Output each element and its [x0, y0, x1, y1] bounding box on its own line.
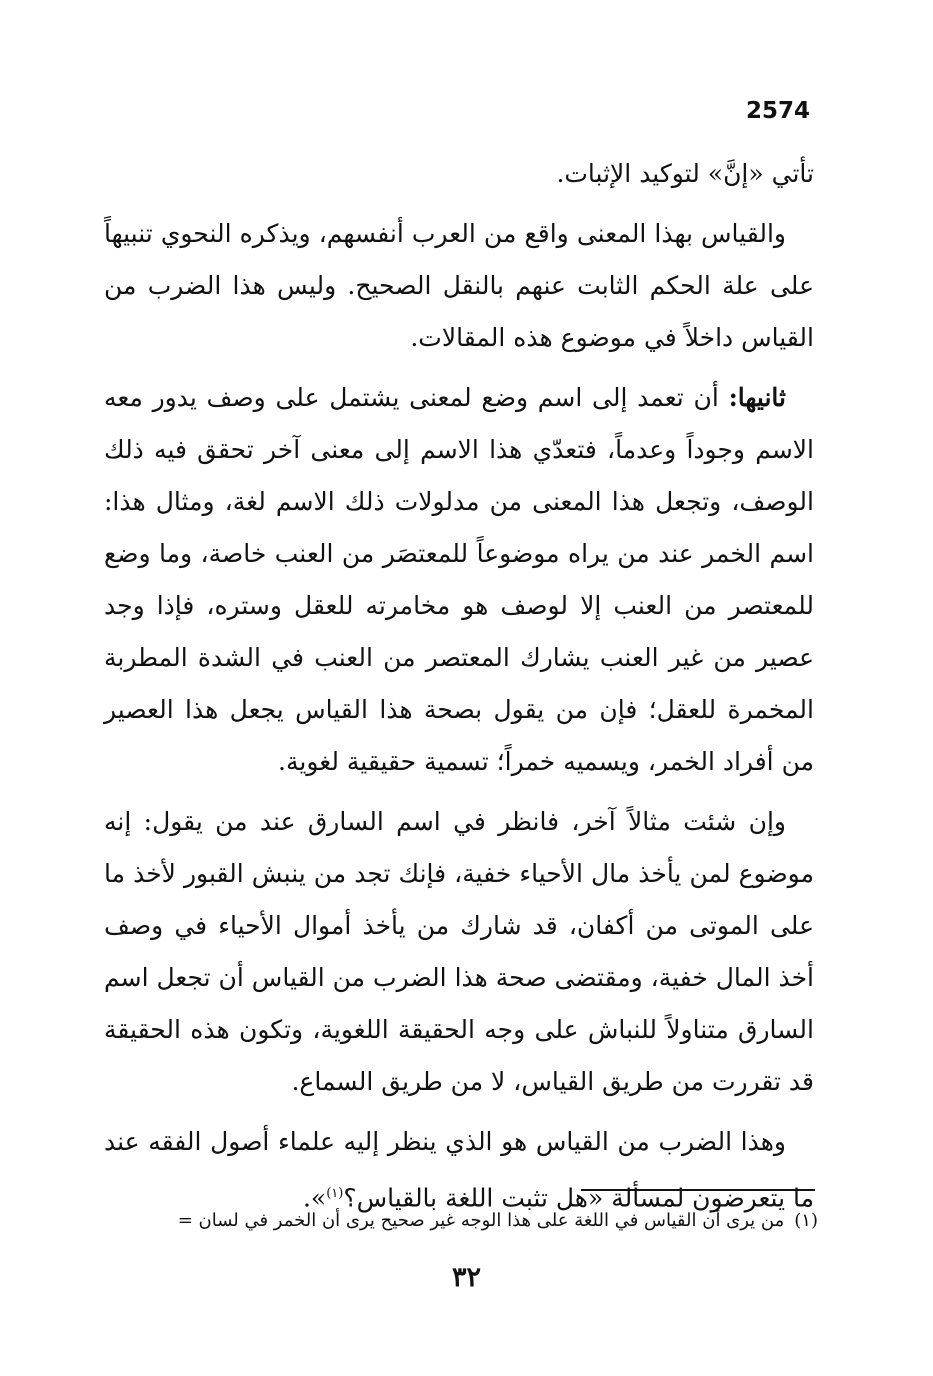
footnote-text: من يرى أن القياس في اللغة على هذا الوجه غير صحيح يرى أن الخمر في لسان =: [177, 1210, 785, 1231]
paragraph-1: تأتي «إنَّ» لتوكيد الإثبات.: [556, 159, 814, 188]
page-number: ٣٢: [451, 1262, 481, 1293]
paragraph-3: [104, 372, 814, 788]
footnote-mark: (١): [794, 1210, 818, 1231]
footnote-reference: (١): [326, 1186, 344, 1201]
lead-word: ثانيها:: [728, 383, 787, 412]
paragraph-3-text: أن تعمد إلى اسم وضع لمعنى يشتمل على وصف يدور معه الاسم وجوداً وعدماً، فتعدّي هذا الاسم إلى معنى آخر تحقق فيه ذلك الوصف، وتجعل هذا المعنى من مدلولات ذلك الاسم لغة، ومثال هذا: اسم الخمر عند من يراه موضوعاً للمعتصَر من العنب خاصة، وما وضع للمعتصر من العنب إلا لوصف هو مخامرته للعقل وستره، فإذا وجد عصير من غير العنب يشارك المعتصر من العنب في الشدة المطربة المخمرة للعقل؛ فإن من يقول بصحة هذا القياس يجعل هذا العصير من أفراد الخمر، ويسميه خمراً؛ تسمية حقيقية لغوية.: [104, 383, 814, 776]
footnote: [104, 1206, 818, 1236]
footnote-divider: [581, 1189, 815, 1191]
running-number: 2574: [745, 98, 810, 124]
paragraph-5-tail: ».: [302, 1183, 327, 1213]
paragraph-2: والقياس بهذا المعنى واقع من العرب أنفسهم، ويذكره النحوي تنبيهاً على علة الحكم الثابت عنهم بالنقل الصحيح. وليس هذا الضرب من القياس داخلاً في موضوع هذه المقالات.: [104, 219, 814, 352]
paragraph-5-text: وهذا الضرب من القياس هو الذي ينظر إليه علماء أصول الفقه عند ما يتعرضون لمسألة «هل تثبت اللغة بالقياس؟: [104, 1127, 814, 1213]
body-text: [104, 148, 814, 1224]
paragraph-4: وإن شئت مثالاً آخر، فانظر في اسم السارق عند من يقول: إنه موضوع لمن يأخذ مال الأحياء خفية، فإنك تجد من ينبش القبور لأخذ ما على الموتى من أكفان، قد شارك من يأخذ أموال الأحياء في وصف أخذ المال خفية، ومقتضى صحة هذا الضرب من القياس أن تجعل اسم السارق متناولاً للنباش على وجه الحقيقة اللغوية، وتكون هذه الحقيقة قد تقررت من طريق القياس، لا من طريق السماع.: [104, 807, 814, 1096]
